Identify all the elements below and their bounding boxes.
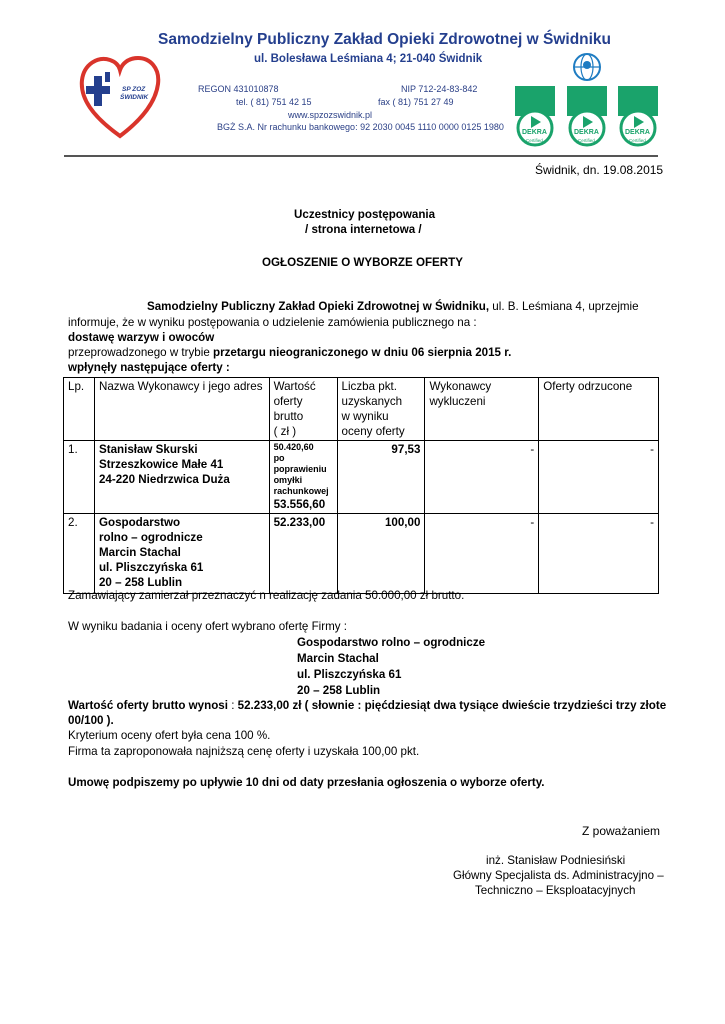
- value-rest: 52.233,00 zł ( słownie : pięćdziesiąt dwa tysiące dwieście trzydzieści trzy złote: [237, 699, 667, 712]
- value-line-2: 00/100 ).: [68, 714, 114, 727]
- budget-line: Zamawiający zamierzał przeznaczyć n realizację zadania 50.000,00 zł brutto.: [68, 589, 465, 602]
- closing: Z poważaniem: [582, 824, 661, 838]
- header-excluded-2: wykluczeni: [429, 395, 486, 408]
- cell-points: 97,53: [337, 441, 425, 514]
- offers-received: wpłynęły następujące oferty :: [68, 361, 230, 374]
- value-note: 50.420,60: [273, 442, 314, 452]
- dekra-sub: Certified: [578, 138, 595, 143]
- value-amount: 53.556,60: [273, 498, 326, 511]
- signature-title-2: Techniczno – Eksploatacyjnych: [475, 884, 636, 897]
- document-heading: OGŁOSZENIE O WYBORZE OFERTY: [262, 256, 463, 269]
- table-row: [64, 514, 659, 594]
- best-offer: Firma ta zaproponowała najniższą cenę oferty i uzyskała 100,00 pkt.: [68, 745, 420, 758]
- col-header-rejected: Oferty odrzucone: [539, 378, 659, 441]
- contract-note: Umowę podpiszemy po upływie 10 dni od daty przesłania ogłoszenia o wyborze oferty.: [68, 776, 545, 789]
- nip: NIP 712-24-83-842: [401, 84, 478, 94]
- logo: [78, 50, 162, 142]
- dekra-certificate-2: [567, 86, 607, 148]
- recipients-line-2: / strona internetowa /: [305, 223, 422, 236]
- logo-text-1: SP ZOZ: [122, 86, 146, 93]
- intro-org: Samodzielny Publiczny Zakład Opieki Zdrowotnej w Świdniku,: [147, 300, 490, 313]
- cell-points: 100,00: [337, 514, 425, 594]
- cell-excluded: -: [425, 441, 539, 514]
- header-points-2: uzyskanych: [341, 395, 403, 408]
- cell-lp: 1.: [64, 441, 95, 514]
- value-note: rachunkowej: [273, 486, 329, 496]
- globe-emblem: [572, 52, 602, 82]
- name-line: 24-220 Niedrzwica Duża: [98, 473, 230, 486]
- chosen-intro: W wyniku badania i oceny ofert wybrano ofertę Firmy :: [68, 620, 348, 633]
- dekra-sub: Certified: [629, 138, 646, 143]
- header-divider: [64, 155, 658, 157]
- name-line: Stanisław Skurski: [98, 443, 198, 456]
- dekra-label: DEKRA: [574, 129, 599, 136]
- header-value-3: ( zł ): [273, 425, 297, 438]
- cell-lp: 2.: [64, 514, 95, 594]
- org-title: Samodzielny Publiczny Zakład Opieki Zdrowotnej w Świdniku: [158, 31, 612, 48]
- header-points-1: Liczba pkt.: [341, 380, 397, 393]
- mode-prefix: przeprowadzonego w trybie: [68, 346, 214, 359]
- name-line: Marcin Stachal: [98, 546, 181, 559]
- cell-value: 52.233,00: [269, 514, 337, 594]
- signature-title-1: Główny Specjalista ds. Administracyjno –: [453, 869, 664, 882]
- header-points-3: w wyniku: [341, 410, 389, 423]
- dekra-label: DEKRA: [522, 129, 547, 136]
- col-header-excluded: [425, 378, 539, 441]
- dekra-certificate-1: [515, 86, 555, 148]
- website-link[interactable]: www.spzozswidnik.pl: [288, 110, 373, 120]
- signature-name: inż. Stanisław Podniesiński: [486, 854, 626, 867]
- globe-icon: [572, 52, 602, 82]
- col-header-points: [337, 378, 425, 441]
- offers-table: [63, 377, 659, 594]
- intro-after-org: ul. B. Leśmiana 4, uprzejmie: [489, 300, 639, 313]
- subject: dostawę warzyw i owoców: [68, 331, 215, 344]
- header-points-4: oceny oferty: [341, 425, 405, 438]
- dekra-sub: Certified: [526, 138, 543, 143]
- value-colon: :: [227, 699, 238, 712]
- recipients-line-1: Uczestnicy postępowania: [294, 208, 436, 221]
- name-line: Gospodarstwo: [98, 516, 181, 529]
- value-label: Wartość oferty brutto wynosi: [68, 699, 228, 712]
- mode-line: [68, 346, 511, 359]
- cell-excluded: -: [425, 514, 539, 594]
- regon: REGON 431010878: [198, 84, 279, 94]
- col-header-lp: Lp.: [64, 378, 95, 441]
- cell-rejected: -: [539, 441, 659, 514]
- bank-account: BGŻ S.A. Nr rachunku bankowego: 92 2030 0045 1110 0000 0125 1980: [217, 122, 504, 132]
- value-note: omyłki: [273, 475, 303, 485]
- cell-name: [94, 514, 269, 594]
- fax: fax ( 81) 751 27 49: [378, 97, 454, 107]
- date-line: Świdnik, dn. 19.08.2015: [535, 163, 664, 177]
- intro-line-2: informuje, że w wyniku postępowania o udzielenie zamówienia publicznego na :: [68, 316, 477, 329]
- cell-value: [269, 441, 337, 514]
- table-row: [64, 441, 659, 514]
- header-value-1: Wartość oferty: [273, 380, 316, 408]
- criteria: Kryterium oceny ofert była cena 100 %.: [68, 729, 271, 742]
- value-note: po poprawieniu: [273, 453, 327, 474]
- chosen-line-2: Marcin Stachal: [297, 652, 379, 665]
- intro-line-1: [147, 300, 639, 313]
- cell-name: [94, 441, 269, 514]
- org-address: ul. Bolesława Leśmiana 4; 21-040 Świdnik: [254, 53, 483, 65]
- cell-rejected: -: [539, 514, 659, 594]
- table-header-row: [64, 378, 659, 441]
- dekra-label: DEKRA: [625, 129, 650, 136]
- name-line: rolno – ogrodnicze: [98, 531, 203, 544]
- phone: tel. ( 81) 751 42 15: [236, 97, 312, 107]
- logo-text-2: ŚWIDNIK: [120, 94, 149, 101]
- value-line: [68, 699, 666, 712]
- col-header-name: Nazwa Wykonawcy i jego adres: [94, 378, 269, 441]
- name-line: 20 – 258 Lublin: [98, 576, 183, 589]
- name-line: ul. Pliszczyńska 61: [98, 561, 204, 574]
- chosen-line-4: 20 – 258 Lublin: [297, 684, 381, 697]
- header-value-2: brutto: [273, 410, 304, 423]
- chosen-line-1: Gospodarstwo rolno – ogrodnicze: [297, 636, 486, 649]
- mode-bold: przetargu nieograniczonego w dniu 06 sierpnia 2015 r.: [213, 346, 512, 359]
- col-header-value: [269, 378, 337, 441]
- dekra-certificate-3: [618, 86, 658, 148]
- name-line: Strzeszkowice Małe 41: [98, 458, 224, 471]
- header-excluded-1: Wykonawcy: [429, 380, 492, 393]
- chosen-line-3: ul. Pliszczyńska 61: [297, 668, 402, 681]
